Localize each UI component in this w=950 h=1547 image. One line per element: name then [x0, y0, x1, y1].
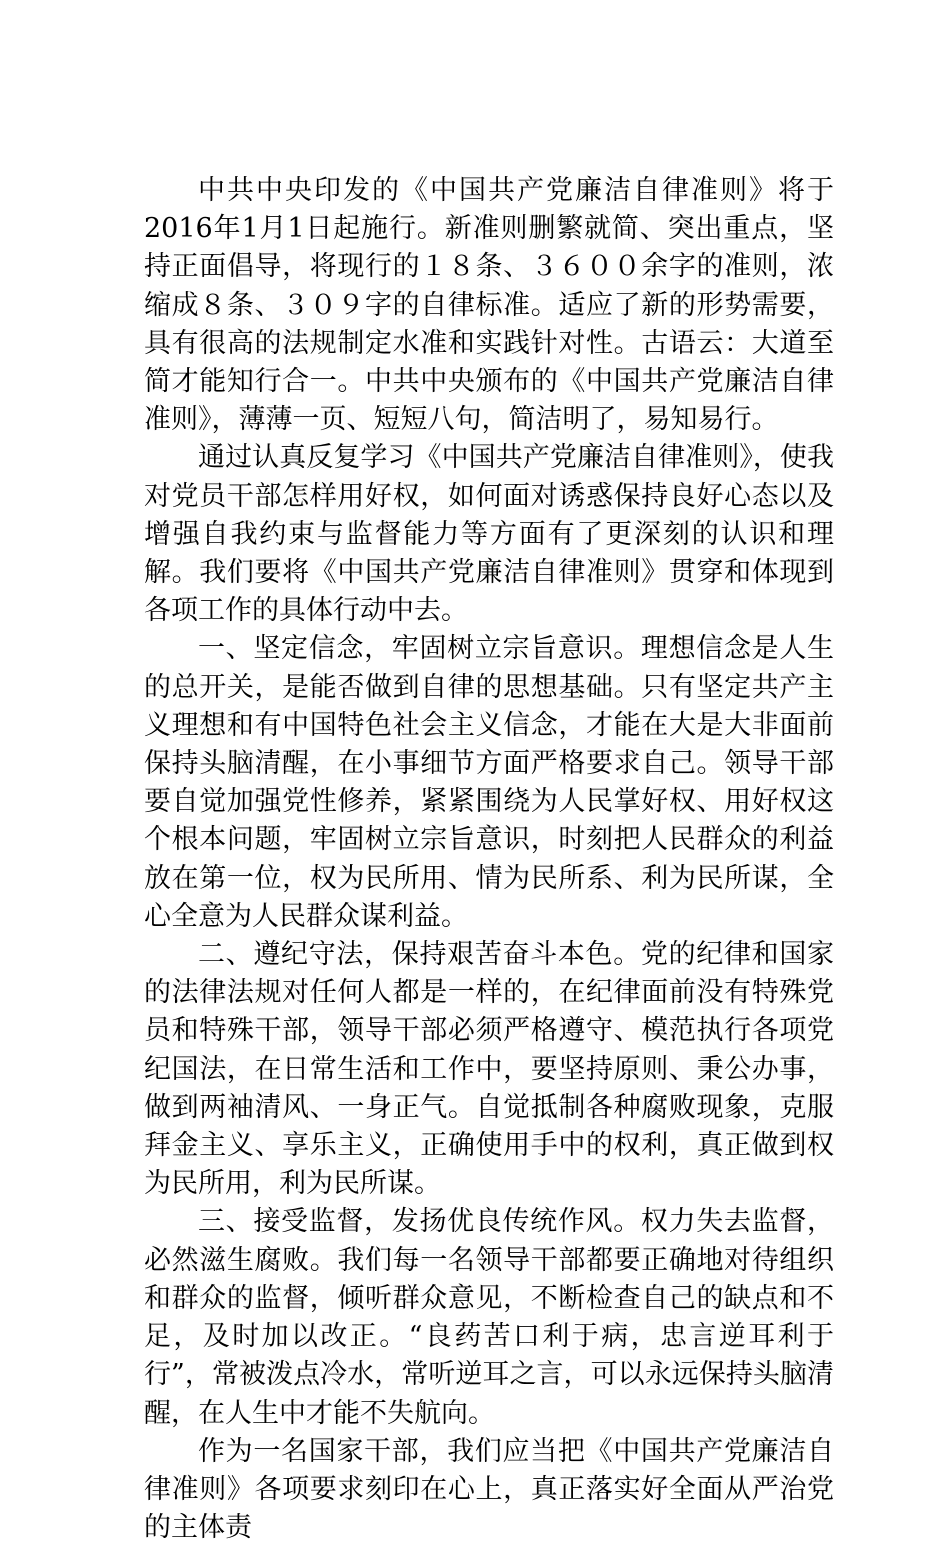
paragraph-point-three: 三、接受监督，发扬优良传统作风。权力失去监督，必然滋生腐败。我们每一名领导干部都要正确地对待组织和群众的监督，倾听群众意见，不断检查自己的缺点和不足，及时加以改正。“良药苦口利于病，忠言逆耳利于行”，常被泼点冷水，常听逆耳之言，可以永远保持头脑清醒，在人生中才能不失航向。 [144, 1206, 834, 1429]
paragraph-study: 通过认真反复学习《中国共产党廉洁自律准则》，使我对党员干部怎样用好权，如何面对诱惑保持良好心态以及增强自我约束与监督能力等方面有了更深刻的认识和理解。我们要将《中国共产党廉洁自律准则》贯穿和体现到各项工作的具体行动中去。 [144, 442, 834, 627]
paragraph-point-two: 二、遵纪守法，保持艰苦奋斗本色。党的纪律和国家的法律法规对任何人都是一样的，在纪律面前没有特殊党员和特殊干部，领导干部必须严格遵守、模范执行各项党纪国法，在日常生活和工作中，要坚持原则、秉公办事，做到两袖清风、一身正气。自觉抵制各种腐败现象，克服拜金主义、享乐主义，正确使用手中的权利，真正做到权为民所用，利为民所谋。 [144, 939, 834, 1200]
paragraph-point-one: 一、坚定信念，牢固树立宗旨意识。理想信念是人生的总开关，是能否做到自律的思想基础。只有坚定共产主义理想和有中国特色社会主义信念，才能在大是大非面前保持头脑清醒，在小事细节方面严格要求自己。领导干部要自觉加强党性修养，紧紧围绕为人民掌好权、用好权这个根本问题，牢固树立宗旨意识，时刻把人民群众的利益放在第一位，权为民所用、情为民所系、利为民所谋，全心全意为人民群众谋利益。 [144, 633, 834, 932]
document-body [144, 172, 834, 1547]
paragraph-conclusion: 作为一名国家干部，我们应当把《中国共产党廉洁自律准则》各项要求刻印在心上，真正落实好全面从严治党的主体责 [144, 1435, 834, 1544]
paragraph-intro: 中共中央印发的《中国共产党廉洁自律准则》将于2016年1月1日起施行。新准则删繁就简、突出重点，坚持正面倡导，将现行的１８条、３６００余字的准则，浓缩成８条、３０９字的自律标准。适应了新的形势需要，具有很高的法规制定水准和实践针对性。古语云：大道至简才能知行合一。中共中央颁布的《中国共产党廉洁自律准则》，薄薄一页、短短八句，简洁明了，易知易行。 [144, 175, 834, 436]
